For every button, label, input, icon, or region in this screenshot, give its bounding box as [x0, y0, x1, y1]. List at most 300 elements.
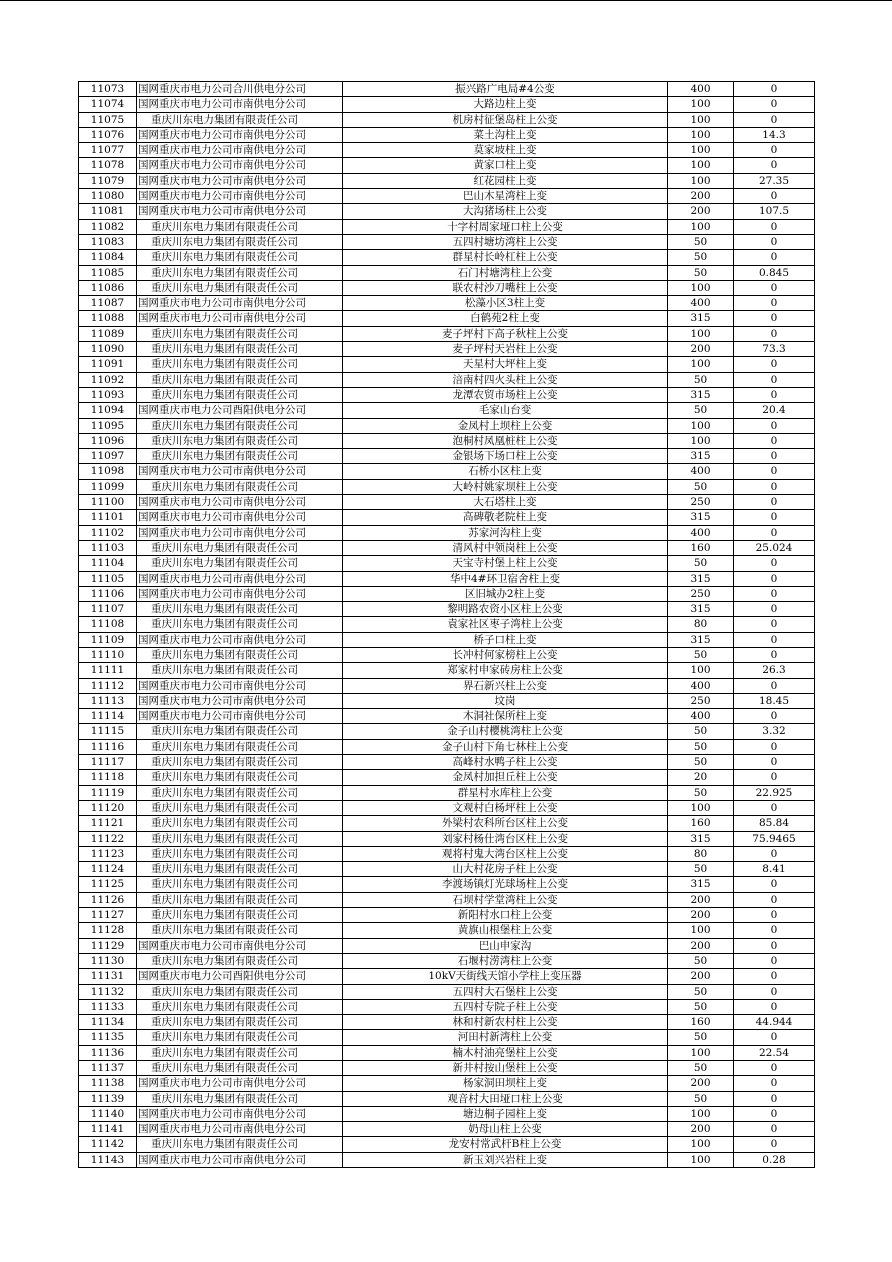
row-id-cell: 11112 — [79, 678, 137, 693]
transformer-name-cell: 群星村水库柱上公变 — [343, 785, 668, 800]
transformer-name-cell: 龙安村常武杆B柱上公变 — [343, 1137, 668, 1152]
capacity-cell: 100 — [668, 219, 734, 234]
company-cell: 重庆川东电力集团有限责任公司 — [137, 1091, 343, 1106]
capacity-cell: 50 — [668, 785, 734, 800]
capacity-cell: 400 — [668, 709, 734, 724]
table-row — [79, 127, 815, 142]
capacity-cell: 50 — [668, 234, 734, 249]
row-id-cell: 11102 — [79, 525, 137, 540]
company-cell: 重庆川东电力集团有限责任公司 — [137, 219, 343, 234]
company-cell: 国网重庆市电力公司市南供电分公司 — [137, 189, 343, 204]
capacity-cell: 100 — [668, 357, 734, 372]
company-cell: 重庆川东电力集团有限责任公司 — [137, 846, 343, 861]
capacity-cell: 200 — [668, 908, 734, 923]
company-cell: 重庆川东电力集团有限责任公司 — [137, 1030, 343, 1045]
company-cell: 国网重庆市电力公司市南供电分公司 — [137, 571, 343, 586]
row-id-cell: 11117 — [79, 755, 137, 770]
table-row — [79, 1122, 815, 1137]
capacity-cell: 315 — [668, 632, 734, 647]
row-id-cell: 11082 — [79, 219, 137, 234]
company-cell: 国网重庆市电力公司市南供电分公司 — [137, 173, 343, 188]
transformer-name-cell: 金凤村上坝柱上公变 — [343, 418, 668, 433]
row-id-cell: 11106 — [79, 586, 137, 601]
transformer-name-cell: 新阳村水口柱上公变 — [343, 908, 668, 923]
row-id-cell: 11121 — [79, 816, 137, 831]
company-cell: 国网重庆市电力公司市南供电分公司 — [137, 510, 343, 525]
row-id-cell: 11104 — [79, 556, 137, 571]
table-row — [79, 280, 815, 295]
table-row — [79, 525, 815, 540]
table-row — [79, 265, 815, 280]
company-cell: 国网重庆市电力公司市南供电分公司 — [137, 311, 343, 326]
company-cell: 国网重庆市电力公司市南供电分公司 — [137, 1106, 343, 1121]
transformer-name-cell: 金银场下场口柱上公变 — [343, 449, 668, 464]
company-cell: 重庆川东电力集团有限责任公司 — [137, 602, 343, 617]
table-row — [79, 82, 815, 97]
table-row — [79, 877, 815, 892]
row-id-cell: 11083 — [79, 234, 137, 249]
transformer-name-cell: 苏家河沟柱上变 — [343, 525, 668, 540]
value-cell: 0 — [734, 296, 815, 311]
transformer-name-cell: 松藻小区3柱上变 — [343, 296, 668, 311]
transformer-name-cell: 黎明路农资小区柱上公变 — [343, 602, 668, 617]
capacity-cell: 100 — [668, 663, 734, 678]
value-cell: 0.845 — [734, 265, 815, 280]
row-id-cell: 11080 — [79, 189, 137, 204]
value-cell: 27.35 — [734, 173, 815, 188]
value-cell: 0 — [734, 1137, 815, 1152]
value-cell: 22.54 — [734, 1045, 815, 1060]
capacity-cell: 50 — [668, 1091, 734, 1106]
transformer-name-cell: 振兴路广电局#4公变 — [343, 82, 668, 97]
company-cell: 国网重庆市电力公司市南供电分公司 — [137, 1122, 343, 1137]
capacity-cell: 100 — [668, 800, 734, 815]
value-cell: 0 — [734, 571, 815, 586]
capacity-cell: 50 — [668, 862, 734, 877]
capacity-cell: 100 — [668, 433, 734, 448]
transformer-name-cell: 毛家山台变 — [343, 403, 668, 418]
table-row — [79, 250, 815, 265]
company-cell: 国网重庆市电力公司市南供电分公司 — [137, 632, 343, 647]
capacity-cell: 315 — [668, 449, 734, 464]
row-id-cell: 11107 — [79, 602, 137, 617]
value-cell: 0 — [734, 617, 815, 632]
row-id-cell: 11139 — [79, 1091, 137, 1106]
value-cell: 0.28 — [734, 1152, 815, 1167]
company-cell: 重庆川东电力集团有限责任公司 — [137, 892, 343, 907]
table-row — [79, 709, 815, 724]
row-id-cell: 11138 — [79, 1076, 137, 1091]
company-cell: 国网重庆市电力公司市南供电分公司 — [137, 938, 343, 953]
company-cell: 国网重庆市电力公司市南供电分公司 — [137, 586, 343, 601]
company-cell: 重庆川东电力集团有限责任公司 — [137, 1015, 343, 1030]
value-cell: 0 — [734, 755, 815, 770]
transformer-name-cell: 外梁村农科所台区柱上公变 — [343, 816, 668, 831]
value-cell: 0 — [734, 1076, 815, 1091]
value-cell: 0 — [734, 770, 815, 785]
capacity-cell: 100 — [668, 1106, 734, 1121]
value-cell: 0 — [734, 938, 815, 953]
value-cell: 0 — [734, 449, 815, 464]
company-cell: 国网重庆市电力公司市南供电分公司 — [137, 296, 343, 311]
table-row — [79, 984, 815, 999]
table-row — [79, 1137, 815, 1152]
capacity-cell: 200 — [668, 189, 734, 204]
transformer-name-cell: 龙潭农贸市场柱上公变 — [343, 387, 668, 402]
table-row — [79, 800, 815, 815]
company-cell: 重庆川东电力集团有限责任公司 — [137, 433, 343, 448]
transformer-name-cell: 五四村大石堡柱上公变 — [343, 984, 668, 999]
value-cell: 0 — [734, 908, 815, 923]
company-cell: 重庆川东电力集团有限责任公司 — [137, 556, 343, 571]
value-cell: 0 — [734, 953, 815, 968]
transformer-name-cell: 黄家口柱上变 — [343, 158, 668, 173]
page-top-rule — [0, 0, 892, 1]
company-cell: 国网重庆市电力公司市南供电分公司 — [137, 693, 343, 708]
capacity-cell: 100 — [668, 326, 734, 341]
company-cell: 重庆川东电力集团有限责任公司 — [137, 280, 343, 295]
value-cell: 0 — [734, 433, 815, 448]
value-cell: 0 — [734, 311, 815, 326]
value-cell: 0 — [734, 647, 815, 662]
row-id-cell: 11108 — [79, 617, 137, 632]
table-row — [79, 173, 815, 188]
row-id-cell: 11135 — [79, 1030, 137, 1045]
table-row — [79, 693, 815, 708]
row-id-cell: 11131 — [79, 969, 137, 984]
capacity-cell: 315 — [668, 387, 734, 402]
row-id-cell: 11087 — [79, 296, 137, 311]
company-cell: 重庆川东电力集团有限责任公司 — [137, 540, 343, 555]
value-cell: 44.944 — [734, 1015, 815, 1030]
table-row — [79, 831, 815, 846]
transformer-name-cell: 联农村沙刀嘴柱上公变 — [343, 280, 668, 295]
company-cell: 国网重庆市电力公司市南供电分公司 — [137, 464, 343, 479]
table-row — [79, 234, 815, 249]
row-id-cell: 11110 — [79, 647, 137, 662]
company-cell: 重庆川东电力集团有限责任公司 — [137, 800, 343, 815]
transformer-name-cell: 天宝寺村堡上柱上公变 — [343, 556, 668, 571]
transformer-name-cell: 金子山村樱桃湾柱上公变 — [343, 724, 668, 739]
table-row — [79, 663, 815, 678]
transformer-name-cell: 大石塔柱上变 — [343, 495, 668, 510]
table-row — [79, 1061, 815, 1076]
row-id-cell: 11115 — [79, 724, 137, 739]
capacity-cell: 400 — [668, 82, 734, 97]
row-id-cell: 11122 — [79, 831, 137, 846]
capacity-cell: 50 — [668, 755, 734, 770]
value-cell: 0 — [734, 556, 815, 571]
table-row — [79, 999, 815, 1014]
transformer-name-cell: 河田村新湾柱上公变 — [343, 1030, 668, 1045]
row-id-cell: 11113 — [79, 693, 137, 708]
company-cell: 重庆川东电力集团有限责任公司 — [137, 663, 343, 678]
table-row — [79, 846, 815, 861]
table-row — [79, 1091, 815, 1106]
value-cell: 14.3 — [734, 127, 815, 142]
table-row — [79, 739, 815, 754]
row-id-cell: 11090 — [79, 342, 137, 357]
table-row — [79, 892, 815, 907]
transformer-name-cell: 区旧城办2柱上变 — [343, 586, 668, 601]
row-id-cell: 11103 — [79, 540, 137, 555]
transformer-name-cell: 群星村长岭杠柱上公变 — [343, 250, 668, 265]
table-row — [79, 571, 815, 586]
capacity-cell: 50 — [668, 984, 734, 999]
row-id-cell: 11077 — [79, 143, 137, 158]
row-id-cell: 11130 — [79, 953, 137, 968]
capacity-cell: 100 — [668, 143, 734, 158]
table-row — [79, 464, 815, 479]
transformer-name-cell: 金子山村下角七林柱上公变 — [343, 739, 668, 754]
value-cell: 0 — [734, 464, 815, 479]
row-id-cell: 11124 — [79, 862, 137, 877]
company-cell: 重庆川东电力集团有限责任公司 — [137, 816, 343, 831]
transformer-name-cell: 高碑敬老院柱上变 — [343, 510, 668, 525]
capacity-cell: 100 — [668, 280, 734, 295]
capacity-cell: 250 — [668, 495, 734, 510]
table-row — [79, 1030, 815, 1045]
row-id-cell: 11141 — [79, 1122, 137, 1137]
transformer-name-cell: 林和村新农村柱上公变 — [343, 1015, 668, 1030]
value-cell: 0 — [734, 969, 815, 984]
capacity-cell: 50 — [668, 556, 734, 571]
capacity-cell: 315 — [668, 877, 734, 892]
capacity-cell: 200 — [668, 1122, 734, 1137]
row-id-cell: 11095 — [79, 418, 137, 433]
row-id-cell: 11114 — [79, 709, 137, 724]
value-cell: 0 — [734, 877, 815, 892]
value-cell: 0 — [734, 479, 815, 494]
value-cell: 26.3 — [734, 663, 815, 678]
value-cell: 0 — [734, 709, 815, 724]
row-id-cell: 11140 — [79, 1106, 137, 1121]
row-id-cell: 11075 — [79, 112, 137, 127]
capacity-cell: 100 — [668, 97, 734, 112]
transformer-name-cell: 巴山申家沟 — [343, 938, 668, 953]
table-row — [79, 816, 815, 831]
row-id-cell: 11125 — [79, 877, 137, 892]
value-cell: 0 — [734, 678, 815, 693]
company-cell: 国网重庆市电力公司市南供电分公司 — [137, 97, 343, 112]
row-id-cell: 11128 — [79, 923, 137, 938]
company-cell: 重庆川东电力集团有限责任公司 — [137, 326, 343, 341]
table-row — [79, 219, 815, 234]
value-cell: 0 — [734, 1061, 815, 1076]
value-cell: 0 — [734, 189, 815, 204]
table-row — [79, 953, 815, 968]
company-cell: 国网重庆市电力公司市南供电分公司 — [137, 143, 343, 158]
capacity-cell: 100 — [668, 1045, 734, 1060]
value-cell: 0 — [734, 923, 815, 938]
company-cell: 重庆川东电力集团有限责任公司 — [137, 862, 343, 877]
table-row — [79, 1076, 815, 1091]
capacity-cell: 400 — [668, 464, 734, 479]
capacity-cell: 200 — [668, 969, 734, 984]
transformer-name-cell: 大路边柱上变 — [343, 97, 668, 112]
transformer-name-cell: 泡桐村凤凰桩柱上公变 — [343, 433, 668, 448]
capacity-cell: 80 — [668, 617, 734, 632]
table-row — [79, 1045, 815, 1060]
row-id-cell: 11098 — [79, 464, 137, 479]
table-row — [79, 785, 815, 800]
company-cell: 重庆川东电力集团有限责任公司 — [137, 234, 343, 249]
company-cell: 国网重庆市电力公司市南供电分公司 — [137, 1152, 343, 1167]
table-row — [79, 724, 815, 739]
capacity-cell: 50 — [668, 372, 734, 387]
company-cell: 重庆川东电力集团有限责任公司 — [137, 449, 343, 464]
capacity-cell: 315 — [668, 311, 734, 326]
row-id-cell: 11099 — [79, 479, 137, 494]
value-cell: 0 — [734, 326, 815, 341]
company-cell: 重庆川东电力集团有限责任公司 — [137, 418, 343, 433]
value-cell: 0 — [734, 510, 815, 525]
company-cell: 重庆川东电力集团有限责任公司 — [137, 785, 343, 800]
value-cell: 0 — [734, 892, 815, 907]
row-id-cell: 11105 — [79, 571, 137, 586]
capacity-cell: 160 — [668, 1015, 734, 1030]
transformer-name-cell: 新井村按山堡柱上公变 — [343, 1061, 668, 1076]
value-cell: 0 — [734, 632, 815, 647]
table-row — [79, 143, 815, 158]
row-id-cell: 11085 — [79, 265, 137, 280]
transformer-name-cell: 石坝村学堂湾柱上公变 — [343, 892, 668, 907]
value-cell: 0 — [734, 372, 815, 387]
table-row — [79, 862, 815, 877]
value-cell: 0 — [734, 739, 815, 754]
capacity-cell: 50 — [668, 250, 734, 265]
capacity-cell: 50 — [668, 1030, 734, 1045]
capacity-cell: 200 — [668, 342, 734, 357]
transformer-name-cell: 石桥小区柱上变 — [343, 464, 668, 479]
capacity-cell: 50 — [668, 724, 734, 739]
table-row — [79, 403, 815, 418]
value-cell: 0 — [734, 525, 815, 540]
company-cell: 国网重庆市电力公司市南供电分公司 — [137, 709, 343, 724]
company-cell: 国网重庆市电力公司市南供电分公司 — [137, 127, 343, 142]
company-cell: 国网重庆市电力公司合川供电分公司 — [137, 82, 343, 97]
company-cell: 国网重庆市电力公司市南供电分公司 — [137, 678, 343, 693]
company-cell: 重庆川东电力集团有限责任公司 — [137, 877, 343, 892]
row-id-cell: 11094 — [79, 403, 137, 418]
company-cell: 国网重庆市电力公司市南供电分公司 — [137, 1076, 343, 1091]
value-cell: 0 — [734, 97, 815, 112]
row-id-cell: 11123 — [79, 846, 137, 861]
capacity-cell: 80 — [668, 846, 734, 861]
row-id-cell: 11118 — [79, 770, 137, 785]
company-cell: 重庆川东电力集团有限责任公司 — [137, 357, 343, 372]
value-cell: 0 — [734, 602, 815, 617]
value-cell: 0 — [734, 234, 815, 249]
transformer-name-cell: 观音村大田垭口柱上公变 — [343, 1091, 668, 1106]
table-row — [79, 632, 815, 647]
capacity-cell: 50 — [668, 265, 734, 280]
value-cell: 0 — [734, 1091, 815, 1106]
row-id-cell: 11134 — [79, 1015, 137, 1030]
capacity-cell: 250 — [668, 693, 734, 708]
capacity-cell: 100 — [668, 418, 734, 433]
row-id-cell: 11096 — [79, 433, 137, 448]
table-row — [79, 969, 815, 984]
capacity-cell: 50 — [668, 647, 734, 662]
table-row — [79, 540, 815, 555]
capacity-cell: 50 — [668, 739, 734, 754]
table-row — [79, 357, 815, 372]
row-id-cell: 11111 — [79, 663, 137, 678]
company-cell: 重庆川东电力集团有限责任公司 — [137, 387, 343, 402]
company-cell: 重庆川东电力集团有限责任公司 — [137, 770, 343, 785]
transformer-name-cell: 刘家村杨仕湾台区柱上公变 — [343, 831, 668, 846]
value-cell: 0 — [734, 280, 815, 295]
transformer-name-cell: 塘边桐子园柱上变 — [343, 1106, 668, 1121]
value-cell: 0 — [734, 250, 815, 265]
row-id-cell: 11143 — [79, 1152, 137, 1167]
value-cell: 0 — [734, 143, 815, 158]
transformer-name-cell: 清风村中领岗柱上公变 — [343, 540, 668, 555]
table-row — [79, 617, 815, 632]
row-id-cell: 11093 — [79, 387, 137, 402]
transformer-name-cell: 大沟猪场柱上公变 — [343, 204, 668, 219]
company-cell: 重庆川东电力集团有限责任公司 — [137, 755, 343, 770]
transformer-name-cell: 五四村专院子柱上公变 — [343, 999, 668, 1014]
row-id-cell: 11116 — [79, 739, 137, 754]
transformer-name-cell: 长冲村何家榜柱上公变 — [343, 647, 668, 662]
capacity-cell: 100 — [668, 158, 734, 173]
table-row — [79, 755, 815, 770]
table-row — [79, 387, 815, 402]
value-cell: 73.3 — [734, 342, 815, 357]
company-cell: 重庆川东电力集团有限责任公司 — [137, 724, 343, 739]
company-cell: 重庆川东电力集团有限责任公司 — [137, 999, 343, 1014]
row-id-cell: 11089 — [79, 326, 137, 341]
capacity-cell: 50 — [668, 403, 734, 418]
company-cell: 重庆川东电力集团有限责任公司 — [137, 953, 343, 968]
table-row — [79, 112, 815, 127]
capacity-cell: 50 — [668, 953, 734, 968]
transformer-table — [78, 81, 815, 1168]
company-cell: 重庆川东电力集团有限责任公司 — [137, 908, 343, 923]
value-cell: 75.9465 — [734, 831, 815, 846]
capacity-cell: 400 — [668, 525, 734, 540]
transformer-name-cell: 袁家社区枣子湾柱上公变 — [343, 617, 668, 632]
capacity-cell: 160 — [668, 816, 734, 831]
table-row — [79, 189, 815, 204]
table-row — [79, 510, 815, 525]
transformer-name-cell: 麦子坪村天岩柱上公变 — [343, 342, 668, 357]
transformer-name-cell: 李渡场镇灯光球场柱上公变 — [343, 877, 668, 892]
row-id-cell: 11119 — [79, 785, 137, 800]
transformer-name-cell: 石门村塘湾柱上公变 — [343, 265, 668, 280]
transformer-name-cell: 麦子坪村下高子秋柱上公变 — [343, 326, 668, 341]
row-id-cell: 11079 — [79, 173, 137, 188]
company-cell: 重庆川东电力集团有限责任公司 — [137, 250, 343, 265]
transformer-name-cell: 高峰村水鸭子柱上公变 — [343, 755, 668, 770]
company-cell: 重庆川东电力集团有限责任公司 — [137, 112, 343, 127]
company-cell: 重庆川东电力集团有限责任公司 — [137, 617, 343, 632]
table-row — [79, 678, 815, 693]
table-row — [79, 479, 815, 494]
company-cell: 重庆川东电力集团有限责任公司 — [137, 647, 343, 662]
capacity-cell: 20 — [668, 770, 734, 785]
transformer-name-cell: 山大村花房子柱上公变 — [343, 862, 668, 877]
table-row — [79, 326, 815, 341]
table-row — [79, 923, 815, 938]
value-cell: 0 — [734, 112, 815, 127]
value-cell: 0 — [734, 158, 815, 173]
transformer-name-cell: 五四村塘坊湾柱上公变 — [343, 234, 668, 249]
capacity-cell: 160 — [668, 540, 734, 555]
transformer-name-cell: 涪南村四火头柱上公变 — [343, 372, 668, 387]
